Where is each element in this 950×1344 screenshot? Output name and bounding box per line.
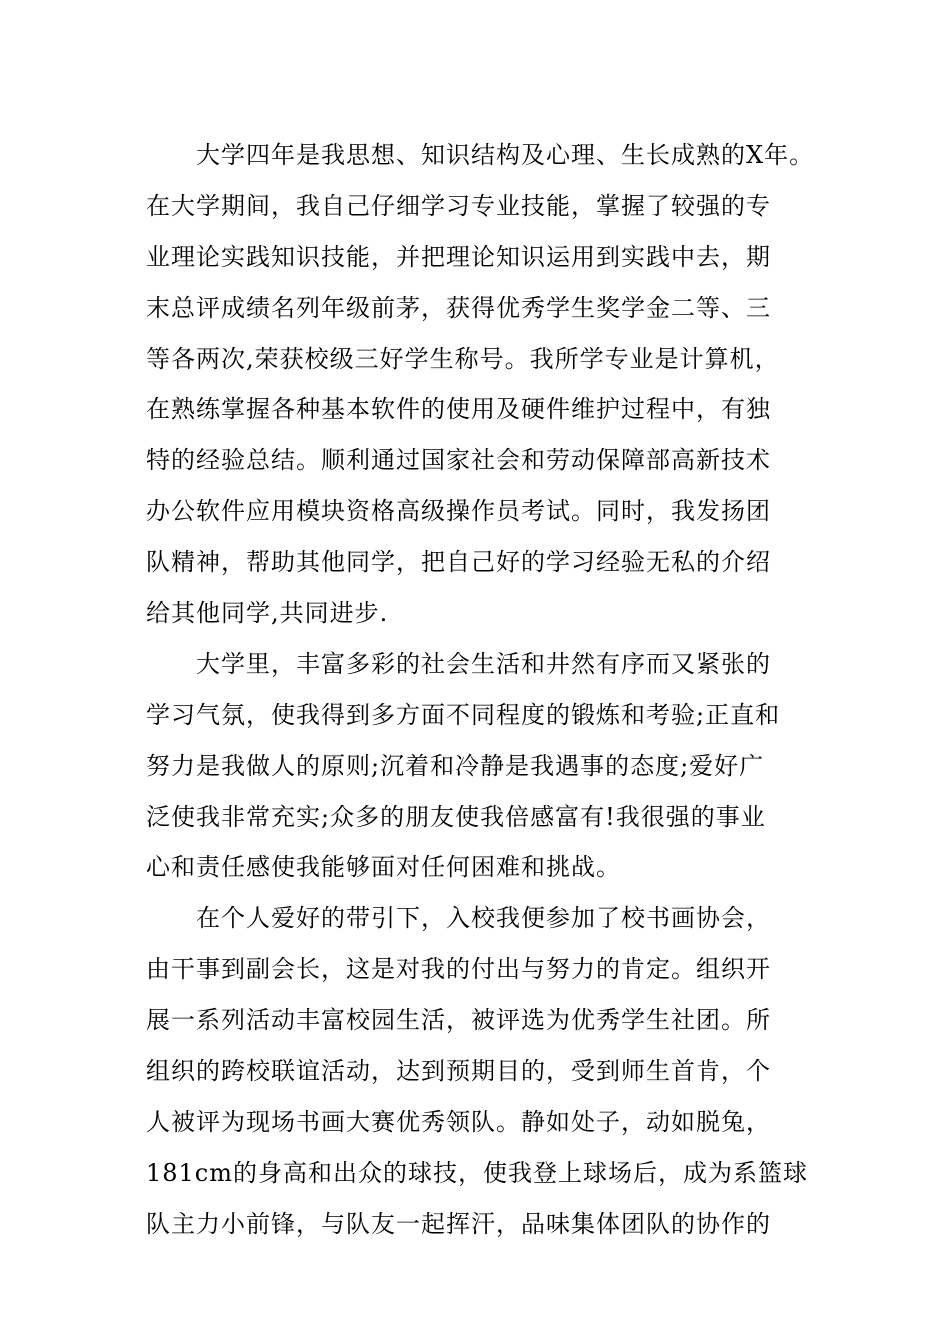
paragraph-2 bbox=[146, 639, 826, 893]
text-line: 业理论实践知识技能，并把理论知识运用到实践中去，期 bbox=[146, 242, 771, 271]
text-line: 队精神，帮助其他同学，把自己好的学习经验无私的介绍 bbox=[146, 548, 771, 577]
text-line: 人被评为现场书画大赛优秀领队。静如处子，动如脱兔， bbox=[146, 1107, 771, 1136]
body-text bbox=[146, 130, 826, 1250]
text-line: 组织的跨校联谊活动，达到预期目的，受到师生首肯，个 bbox=[146, 1057, 771, 1086]
text-line: 181cm的身高和出众的球技，使我登上球场后，成为系篮球 bbox=[146, 1158, 809, 1187]
text-line: 心和责任感使我能够面对任何困难和挑战。 bbox=[146, 853, 621, 882]
text-line: 给其他同学,共同进步. bbox=[146, 599, 389, 628]
text-line: 努力是我做人的原则;沉着和冷静是我遇事的态度;爱好广 bbox=[146, 751, 765, 780]
text-line: 大学里，丰富多彩的社会生活和井然有序而又紧张的 bbox=[196, 649, 771, 678]
text-line: 在熟练掌握各种基本软件的使用及硬件维护过程中，有独 bbox=[146, 395, 771, 424]
paragraph-3 bbox=[146, 893, 826, 1249]
text-line: 在个人爱好的带引下，入校我便参加了校书画协会， bbox=[196, 904, 771, 933]
text-line: 泛使我非常充实;众多的朋友使我倍感富有!我很强的事业 bbox=[146, 802, 766, 831]
text-line: 大学四年是我思想、知识结构及心理、生长成熟的X年。 bbox=[196, 141, 815, 169]
text-line: 队主力小前锋，与队友一起挥汗，品味集体团队的协作的 bbox=[146, 1209, 771, 1238]
text-line: 办公软件应用模块资格高级操作员考试。同时，我发扬团 bbox=[146, 497, 771, 526]
text-line: 学习气氛，使我得到多方面不同程度的锻炼和考验;正直和 bbox=[146, 700, 781, 729]
text-line: 由干事到副会长，这是对我的付出与努力的肯定。组织开 bbox=[146, 955, 771, 984]
text-line: 末总评成绩名列年级前茅，获得优秀学生奖学金二等、三 bbox=[146, 293, 771, 322]
text-line: 特的经验总结。顺利通过国家社会和劳动保障部高新技术 bbox=[146, 446, 771, 475]
text-line: 等各两次,荣获校级三好学生称号。我所学专业是计算机， bbox=[146, 344, 780, 373]
text-line: 在大学期间，我自己仔细学习专业技能，掌握了较强的专 bbox=[146, 191, 771, 220]
paragraph-1 bbox=[146, 130, 826, 639]
text-line: 展一系列活动丰富校园生活，被评选为优秀学生社团。所 bbox=[146, 1006, 771, 1035]
